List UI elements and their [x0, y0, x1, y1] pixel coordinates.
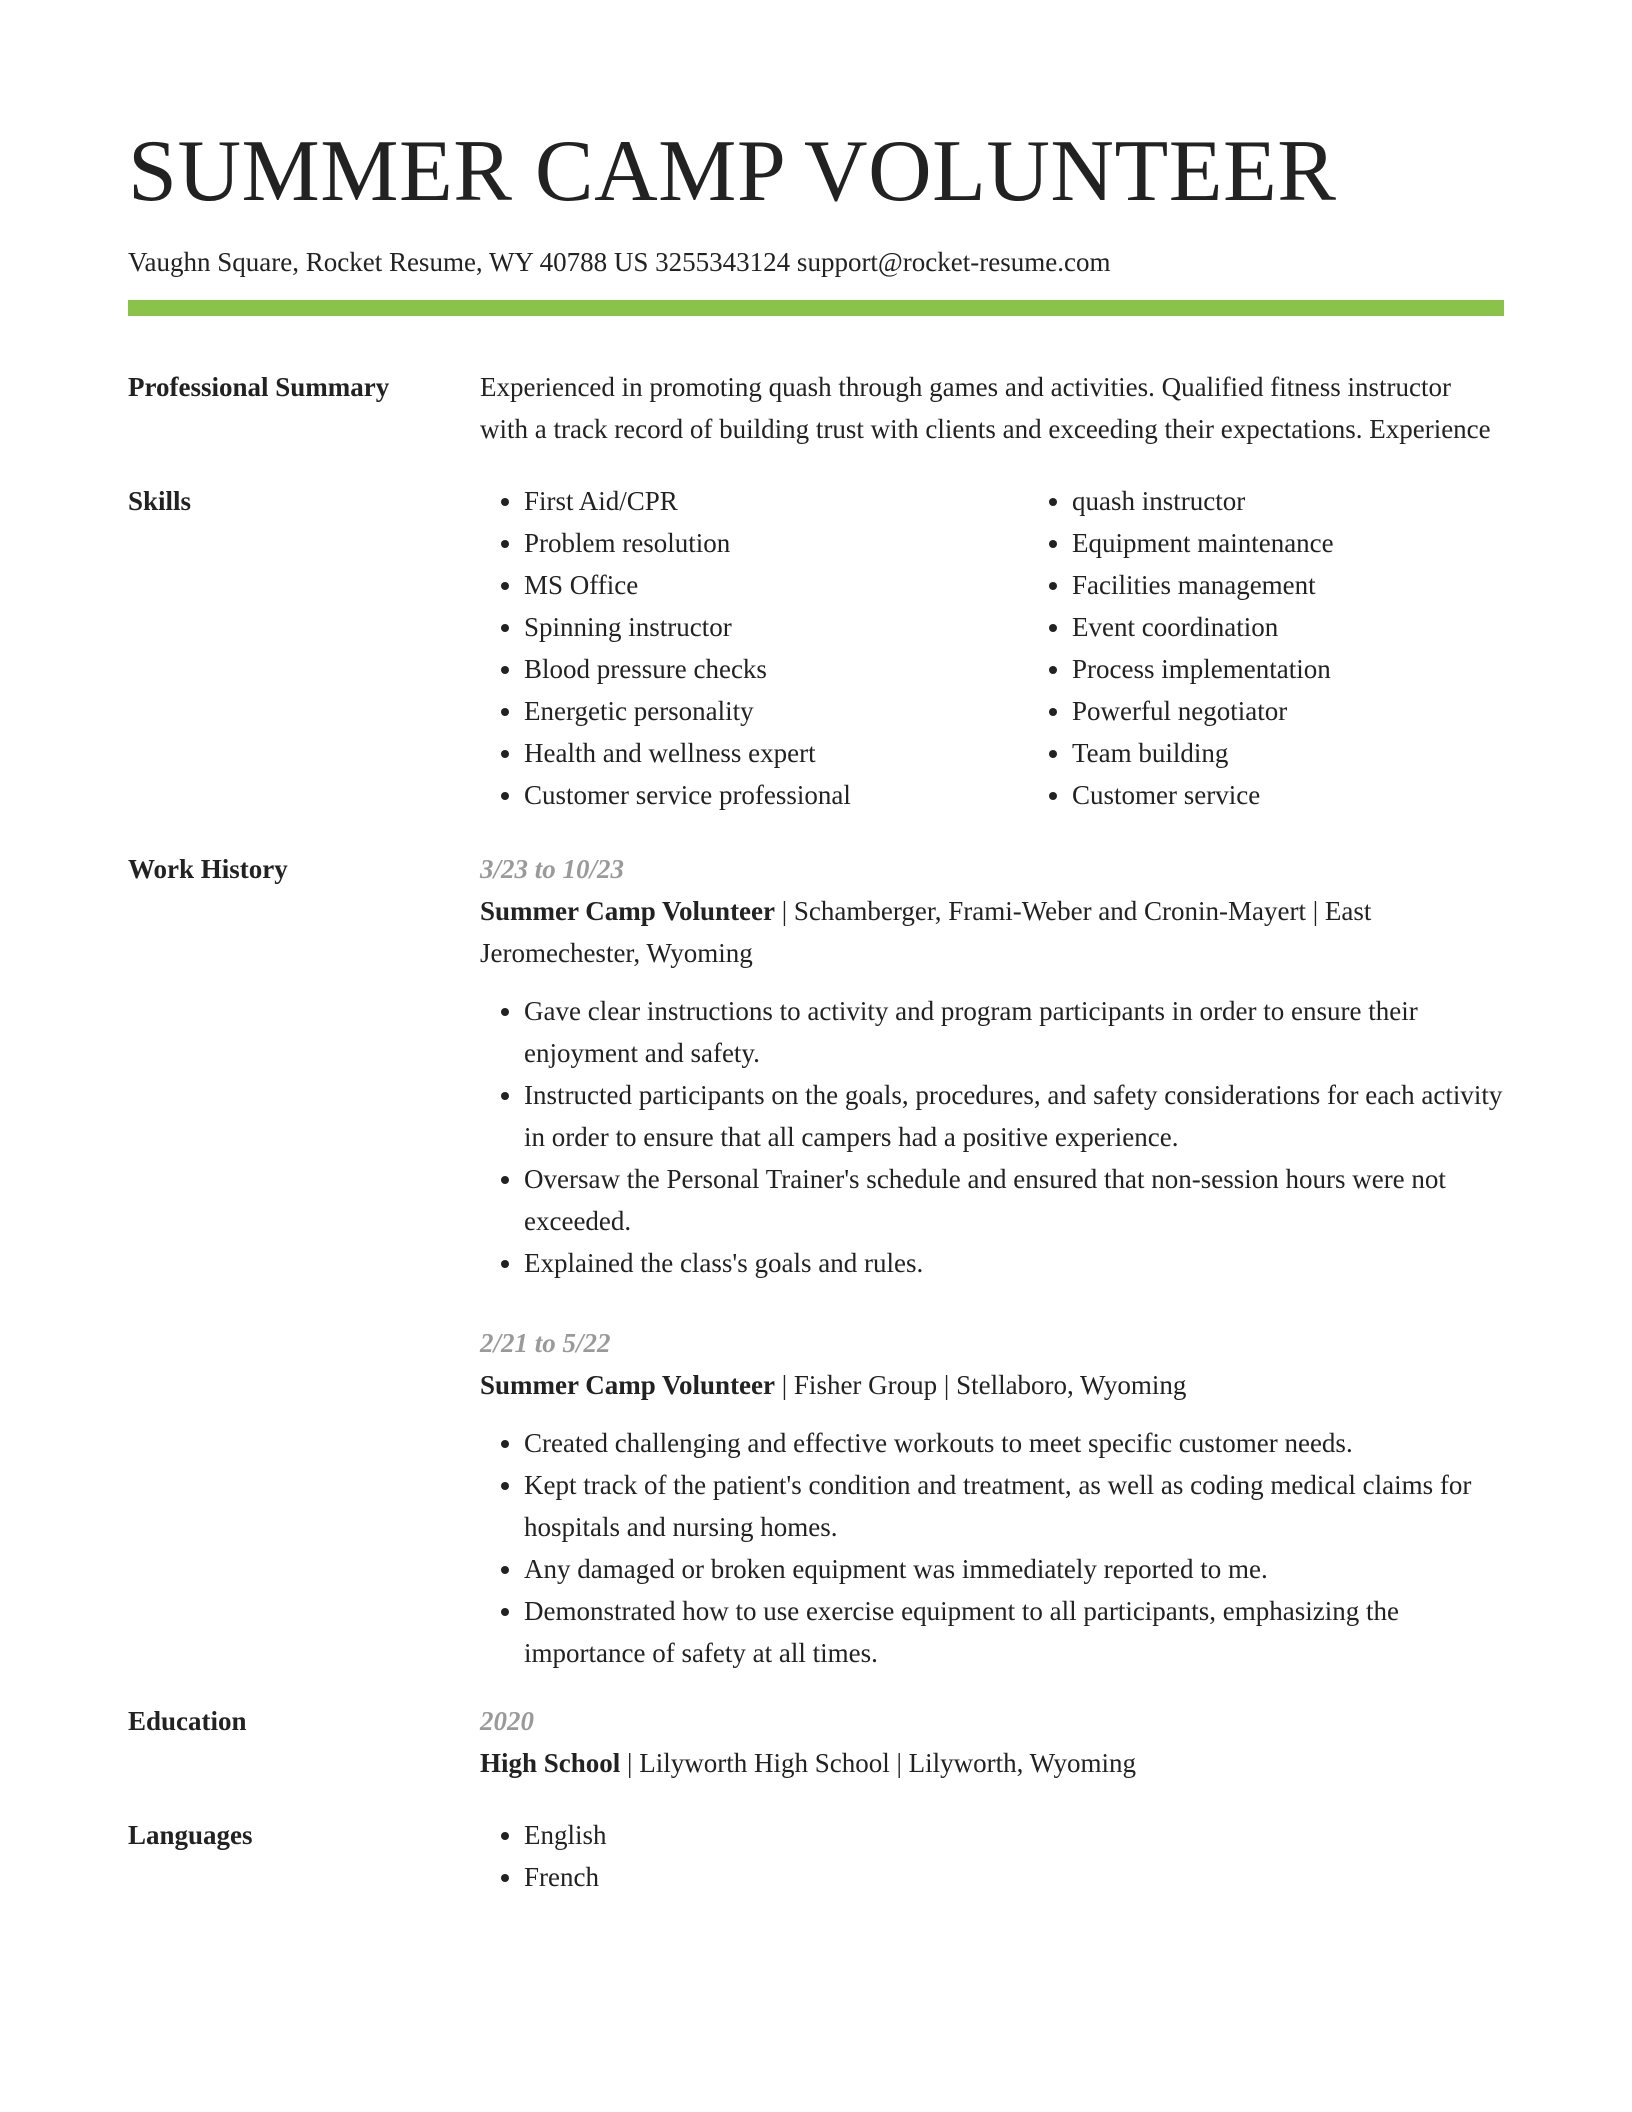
- education-degree: High School: [480, 1748, 621, 1778]
- job-dates: 2/21 to 5/22: [480, 1328, 611, 1358]
- job-duties: [480, 990, 1504, 1284]
- language-item: • English: [524, 1814, 1504, 1856]
- skill-item: • Facilities management: [1072, 564, 1576, 606]
- skills-columns: [480, 480, 1576, 816]
- skill-item: • First Aid/CPR: [524, 480, 1028, 522]
- language-item: • French: [524, 1856, 1504, 1898]
- job-details: | Schamberger, Frami-Weber and Cronin-Mayert | East Jeromechester, Wyoming: [480, 896, 1372, 968]
- skill-item: • Energetic personality: [524, 690, 1028, 732]
- summary-text: Experienced in promoting quash through games and activities. Qualified fitness instructor with a track record of building trust with clients and exceeding their expectations. Experience: [480, 372, 1491, 444]
- contact-line: Vaughn Square, Rocket Resume, WY 40788 US 3255343124 support@rocket-resume.com: [128, 247, 1111, 277]
- skills-list-left: [480, 480, 1028, 816]
- skill-item: • Problem resolution: [524, 522, 1028, 564]
- skill-item: • Process implementation: [1072, 648, 1576, 690]
- job-duty: • Demonstrated how to use exercise equipment to all participants, emphasizing the importance of safety at all times.: [524, 1590, 1504, 1674]
- resume-page: [128, 0, 1504, 1898]
- job-duty: • Created challenging and effective workouts to meet specific customer needs.: [524, 1422, 1504, 1464]
- skills-heading: Skills: [128, 486, 192, 516]
- education-section: [128, 1700, 1504, 1784]
- job-duty: • Any damaged or broken equipment was immediately reported to me.: [524, 1548, 1504, 1590]
- education-content: [480, 1700, 1504, 1784]
- languages-content: [480, 1814, 1504, 1898]
- education-details: | Lilyworth High School | Lilyworth, Wyoming: [620, 1748, 1136, 1778]
- skill-item: • Equipment maintenance: [1072, 522, 1576, 564]
- skill-item: • Customer service professional: [524, 774, 1028, 816]
- skill-item: • Health and wellness expert: [524, 732, 1028, 774]
- languages-heading: Languages: [128, 1820, 253, 1850]
- skills-list-right: [1028, 480, 1576, 816]
- job-duty: • Instructed participants on the goals, procedures, and safety considerations for each activity in order to ensure that all campers had a positive experience.: [524, 1074, 1504, 1158]
- education-year: 2020: [480, 1706, 534, 1736]
- job-duty: • Oversaw the Personal Trainer's schedule and ensured that non-session hours were not exceeded.: [524, 1158, 1504, 1242]
- skill-item: • Powerful negotiator: [1072, 690, 1576, 732]
- work-history-heading: Work History: [128, 854, 288, 884]
- job-duty: • Explained the class's goals and rules.: [524, 1242, 1504, 1284]
- skill-item: • Team building: [1072, 732, 1576, 774]
- skill-item: • Event coordination: [1072, 606, 1576, 648]
- resume-title: SUMMER CAMP VOLUNTEER: [128, 123, 1337, 220]
- job-duties: [480, 1422, 1504, 1674]
- summary-section: [128, 366, 1504, 450]
- work-history-section: [128, 848, 1504, 1674]
- accent-divider: [128, 300, 1504, 316]
- languages-section: [128, 1814, 1504, 1898]
- job-entry: [480, 848, 1504, 1284]
- summary-heading: Professional Summary: [128, 372, 390, 402]
- skill-item: • quash instructor: [1072, 480, 1576, 522]
- job-duty: • Kept track of the patient's condition and treatment, as well as coding medical claims for hospitals and nursing homes.: [524, 1464, 1504, 1548]
- work-history-content: [480, 848, 1504, 1674]
- job-entry: [480, 1322, 1504, 1674]
- skills-section: [128, 480, 1504, 816]
- job-details: | Fisher Group | Stellaboro, Wyoming: [775, 1370, 1187, 1400]
- skill-item: • Spinning instructor: [524, 606, 1028, 648]
- education-heading: Education: [128, 1706, 247, 1736]
- job-dates: 3/23 to 10/23: [480, 854, 625, 884]
- skill-item: • MS Office: [524, 564, 1028, 606]
- languages-list: [480, 1814, 1504, 1898]
- skill-item: • Blood pressure checks: [524, 648, 1028, 690]
- job-heading: [480, 1364, 1504, 1406]
- job-title: Summer Camp Volunteer: [480, 896, 776, 926]
- job-duty: • Gave clear instructions to activity and program participants in order to ensure their enjoyment and safety.: [524, 990, 1504, 1074]
- job-heading: [480, 890, 1504, 974]
- education-heading-line: [480, 1742, 1504, 1784]
- job-title: Summer Camp Volunteer: [480, 1370, 776, 1400]
- skill-item: • Customer service: [1072, 774, 1576, 816]
